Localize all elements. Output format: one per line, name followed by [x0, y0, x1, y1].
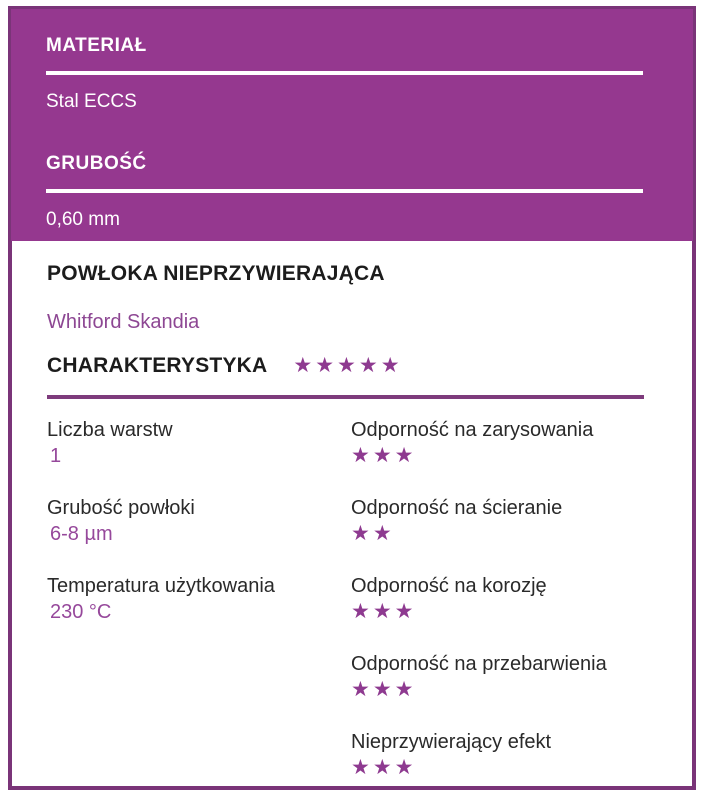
star-rating: ★★★ — [351, 444, 417, 467]
thickness-label: GRUBOŚĆ — [46, 153, 147, 174]
material-label: MATERIAŁ — [46, 35, 147, 56]
properties-column-right — [351, 417, 650, 807]
property-value: 6-8 µm — [50, 523, 113, 545]
thickness-value: 0,60 mm — [46, 209, 120, 230]
material-value: Stal ECCS — [46, 91, 137, 112]
property-label: Temperatura użytkowania — [47, 575, 275, 597]
characteristics-label: CHARAKTERYSTYKA — [47, 354, 268, 377]
properties-grid — [47, 417, 650, 807]
property-value: 230 °C — [50, 601, 112, 623]
coating-brand-name: Whitford Skandia — [47, 311, 200, 333]
spec-header — [11, 9, 693, 241]
property-discoloration-resistance — [351, 651, 650, 703]
section-divider — [47, 395, 644, 399]
property-label: Odporność na ścieranie — [351, 497, 563, 519]
properties-column-left — [47, 417, 351, 807]
property-coating-thickness — [47, 495, 351, 547]
property-label: Odporność na przebarwienia — [351, 653, 607, 675]
property-usage-temperature — [47, 573, 351, 625]
product-spec-card — [8, 6, 696, 790]
star-rating: ★★ — [351, 522, 395, 545]
star-rating: ★★★ — [351, 678, 417, 701]
material-field — [46, 33, 643, 115]
thickness-underline — [46, 189, 643, 193]
star-rating: ★★★ — [351, 756, 417, 779]
property-label: Liczba warstw — [47, 419, 173, 441]
characteristics-row — [47, 353, 650, 379]
material-underline — [46, 71, 643, 75]
characteristics-star-rating: ★★★★★ — [293, 354, 403, 377]
thickness-field — [46, 151, 643, 233]
property-abrasion-resistance — [351, 495, 650, 547]
property-label: Grubość powłoki — [47, 497, 195, 519]
property-label: Odporność na zarysowania — [351, 419, 594, 441]
property-value: 1 — [50, 445, 62, 467]
coating-section — [12, 241, 692, 807]
coating-title: POWŁOKA NIEPRZYWIERAJĄCA — [47, 262, 385, 285]
property-corrosion-resistance — [351, 573, 650, 625]
property-label: Odporność na korozję — [351, 575, 547, 597]
property-nonstick-effect — [351, 729, 650, 781]
property-scratch-resistance — [351, 417, 650, 469]
star-rating: ★★★ — [351, 600, 417, 623]
property-label: Nieprzywierający efekt — [351, 731, 552, 753]
property-layers — [47, 417, 351, 469]
